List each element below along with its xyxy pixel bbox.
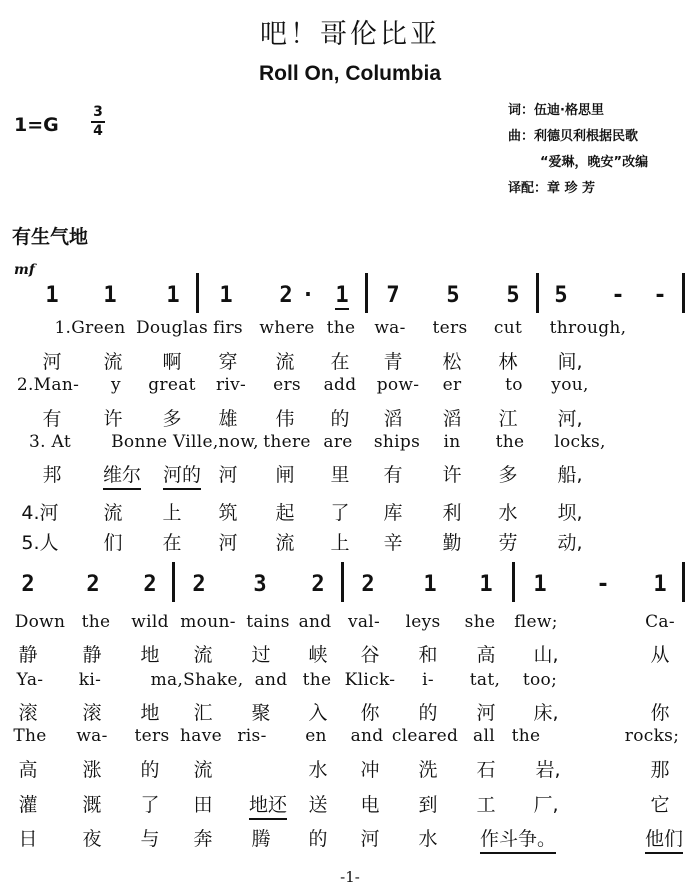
lyric-line-2-verse1-cn: 静 静 地 流 过 峡 谷 和 高 山, 从 <box>18 644 670 666</box>
lyric-line-1-verse5-cn: 5.人 们 在 河 流 上 辛 勤 劳 动, <box>21 532 583 554</box>
lyric-line-2-verse2-en: Ya- ki- ma,Shake, and the Klick- i- tat, too; <box>16 670 558 690</box>
dynamic-marking: mf <box>14 262 35 278</box>
song-title-english: Roll On, Columbia <box>259 62 441 85</box>
barline <box>512 562 515 602</box>
barline <box>682 273 685 313</box>
note: 2 <box>192 572 206 597</box>
note: 1 <box>335 283 349 308</box>
note-dot: · <box>301 283 315 308</box>
lyric-line-1-verse1-en: 1.Green Douglas firs where the wa- ters cut through, <box>54 318 627 338</box>
lyric-line-2-verse1-en: Down the wild moun- tains and val- leys she flew; Ca- <box>14 612 675 632</box>
note: 1 <box>479 572 493 597</box>
lyric-line-1-verse3-cn: 邦 维尔 河的 河 闸 里 有 许 多 船, <box>0 460 700 486</box>
time-signature-top: 3 <box>93 104 103 120</box>
note: 2 <box>86 572 100 597</box>
note: 3 <box>253 572 267 597</box>
lyric-line-2-verse5-cn: 日 夜 与 奔 腾 的 河 水 作斗争。 他们 <box>0 824 700 850</box>
note: 1 <box>423 572 437 597</box>
note: 5 <box>554 283 568 308</box>
barline <box>682 562 685 602</box>
credit-composer: 曲：利德贝利根据民歌 <box>508 129 639 144</box>
note: 1 <box>533 572 547 597</box>
barline <box>196 273 199 313</box>
lyric-line-2-verse4-cn: 灌 溉 了 田 地还 送 电 到 工 厂, 它 <box>0 790 700 816</box>
credit-translator: 译配：章 珍 芳 <box>508 181 596 196</box>
note-dash: - <box>611 283 625 308</box>
note: 5 <box>506 283 520 308</box>
song-title-chinese: 吧！哥伦比亚 <box>260 19 440 50</box>
note: 1 <box>166 283 180 308</box>
tempo-marking: 有生气地 <box>12 226 89 248</box>
notation-line-2 <box>0 572 700 606</box>
note: 2 <box>21 572 35 597</box>
credit-lyricist: 词：伍迪·格思里 <box>508 103 604 118</box>
key-signature: 1=G <box>14 114 59 136</box>
note: 2 <box>311 572 325 597</box>
credit-arrangement: “爱琳，晚安”改编 <box>540 155 649 170</box>
barline <box>341 562 344 602</box>
note-dash: - <box>596 572 610 597</box>
note: 7 <box>386 283 400 308</box>
page-number: -1- <box>340 868 360 886</box>
lyric-line-1-verse2-cn: 有 许 多 雄 伟 的 滔 滔 江 河, <box>42 408 583 430</box>
lyric-line-1-verse3-en: 3. At Bonne Ville,now, there are ships in the locks, <box>29 432 606 452</box>
note: 2 <box>279 283 293 308</box>
lyric-line-2-verse3-cn: 高 涨 的 流 水 冲 洗 石 岩, 那 <box>18 759 670 781</box>
lyric-line-2-verse3-en: The wa- ters have ris- en and cleared all the rocks; <box>13 726 680 746</box>
lyric-line-1-verse4-cn: 4.河 流 上 筑 起 了 库 利 水 坝, <box>21 502 583 524</box>
notation-line-1 <box>0 283 700 317</box>
lyric-line-1-verse1-cn: 河 流 啊 穿 流 在 青 松 林 间, <box>42 351 583 373</box>
note: 5 <box>446 283 460 308</box>
note: 2 <box>143 572 157 597</box>
note: 1 <box>103 283 117 308</box>
time-signature <box>90 104 106 140</box>
lyric-line-1-verse2-en: 2.Man- y great riv- ers add pow- er to you, <box>16 375 589 395</box>
note: 1 <box>45 283 59 308</box>
note: 2 <box>361 572 375 597</box>
barline <box>365 273 368 313</box>
note-dash: - <box>653 283 667 308</box>
barline <box>172 562 175 602</box>
note: 1 <box>653 572 667 597</box>
time-signature-bottom: 4 <box>93 123 103 139</box>
note: 1 <box>219 283 233 308</box>
lyric-line-2-verse2-cn: 滚 滚 地 汇 聚 入 你 的 河 床, 你 <box>18 702 670 724</box>
barline <box>536 273 539 313</box>
credits-block <box>508 98 648 202</box>
